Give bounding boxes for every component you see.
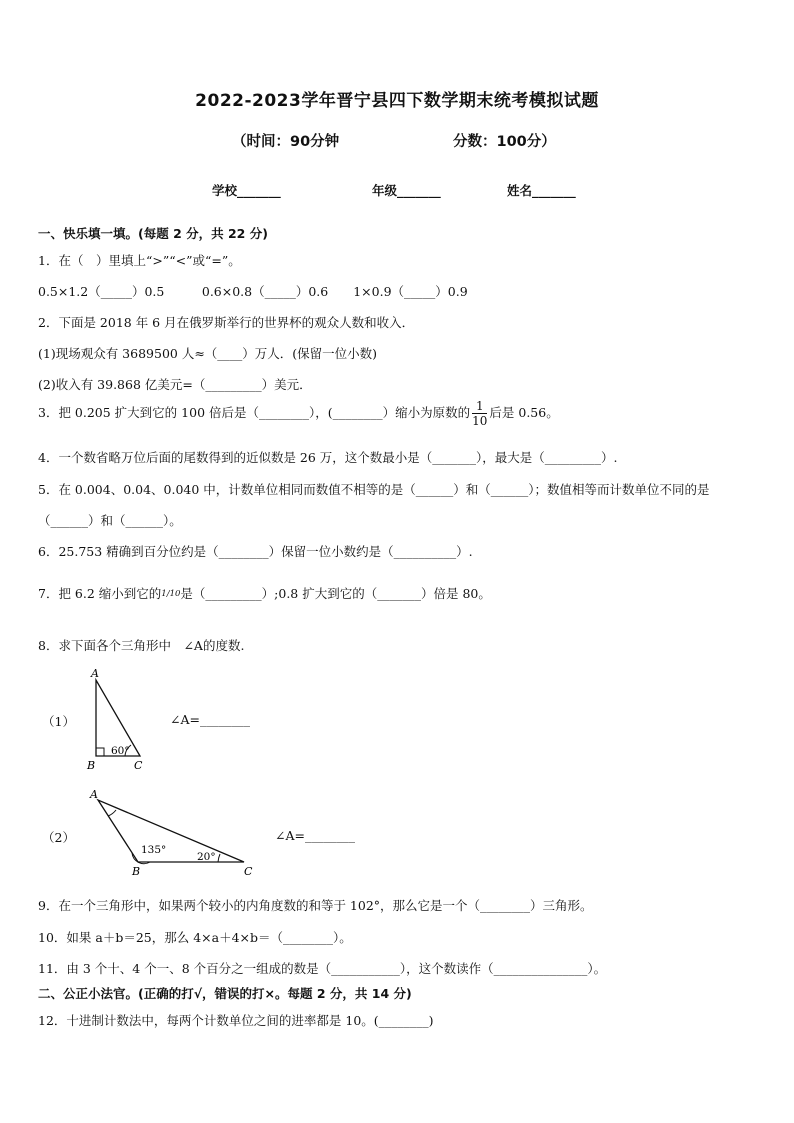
right-angle-mark <box>96 748 104 756</box>
section-1-heading: 一、快乐填一填。(每题 2 分，共 22 分) <box>38 226 268 241</box>
question-6: 6．25.753 精确到百分位约是（________）保留一位小数约是（__________）. <box>38 544 473 559</box>
vertex-c-label: C <box>244 865 253 878</box>
vertex-a-label: A <box>91 667 99 680</box>
question-1-items: 0.5×1.2（_____）0.5 0.6×0.8（_____）0.6 1×0.9（_____）0.9 <box>38 284 468 299</box>
triangle-2-figure <box>84 786 260 878</box>
question-3 <box>38 400 559 427</box>
fraction-numerator: 1 <box>472 400 487 414</box>
page-title: 2022-2023学年晋宁县四下数学期末统考模拟试题 <box>195 91 599 111</box>
vertex-c-label: C <box>134 759 143 772</box>
question-7 <box>38 584 491 602</box>
triangle-2-answer: ∠A=________ <box>275 828 355 843</box>
question-2-part-1: (1)现场观众有 3689500 人≈（____）万人．(保留一位小数) <box>38 346 378 361</box>
question-9: 9．在一个三角形中，如果两个较小的内角度数的和等于 102°，那么它是一个（________）三角形。 <box>38 898 593 913</box>
angle-b-value: 135° <box>141 844 167 856</box>
question-2-part-2: (2)收入有 39.868 亿美元=（_________）美元． <box>38 377 312 392</box>
question-3-text-b: 后是 0.56。 <box>489 405 559 420</box>
angle-a-arc <box>108 810 116 816</box>
question-7-text-a: 7．把 6.2 缩小到它的 <box>38 586 162 601</box>
angle-c-value: 60° <box>111 745 130 757</box>
question-5-line-1: 5．在 0.004、0.04、0.040 中，计数单位相同而数值不相等的是（______）和（______）；数值相等而计数单位不同的是 <box>38 482 710 497</box>
triangle-1-figure <box>84 666 154 772</box>
fraction-one-tenth <box>472 400 487 427</box>
question-4: 4．一个数省略万位后面的尾数得到的近似数是 26 万，这个数最小是（_______），最大是（_________）. <box>38 450 618 465</box>
triangle-2-shape <box>98 800 244 862</box>
question-10: 10．如果 a＋b＝25，那么 4×a＋4×b＝（________）。 <box>38 930 352 945</box>
exam-time: （时间：90分钟 <box>232 134 340 150</box>
school-field: 学校_______ <box>212 183 281 198</box>
angle-c-arc <box>218 854 220 862</box>
question-5-line-2: （______）和（______）。 <box>38 513 182 528</box>
small-fraction-denominator: 10 <box>169 589 181 600</box>
angle-c-value: 20° <box>197 851 216 863</box>
question-1: 1．在（ ）里填上“>”“<”或“=”。 <box>38 253 241 268</box>
question-2: 2．下面是 2018 年 6 月在俄罗斯举行的世界杯的观众人数和收入． <box>38 315 415 330</box>
vertex-b-label: B <box>87 759 96 772</box>
triangle-1-label: （1） <box>42 714 75 729</box>
triangle-2-label: （2） <box>42 830 75 845</box>
question-7-text-b: 是（_________）;0.8 扩大到它的（_______）倍是 80。 <box>180 586 491 601</box>
small-fraction-numerator: 1 <box>161 589 167 600</box>
exam-score: 分数：100分） <box>453 134 556 150</box>
triangle-1-answer: ∠A=________ <box>170 712 250 727</box>
question-8: 8．求下面各个三角形中 ∠A的度数. <box>38 638 245 653</box>
fraction-denominator: 10 <box>472 414 488 428</box>
question-11: 11．由 3 个十、4 个一、8 个百分之一组成的数是（___________），这个数读作（_______________）。 <box>38 961 607 976</box>
section-2-heading: 二、公正小法官。(正确的打√，错误的打×。每题 2 分，共 14 分) <box>38 986 412 1001</box>
grade-field: 年级_______ <box>372 183 441 198</box>
question-12: 12．十进制计数法中，每两个计数单位之间的进率都是 10。(________) <box>38 1013 434 1028</box>
name-field: 姓名_______ <box>507 183 576 198</box>
question-3-text-a: 3．把 0.205 扩大到它的 100 倍后是（________），(________）缩小为原数的 <box>38 405 471 420</box>
small-fraction-one-tenth: 1/10 <box>161 589 181 600</box>
vertex-b-label: B <box>132 865 141 878</box>
vertex-a-label: A <box>90 788 98 801</box>
